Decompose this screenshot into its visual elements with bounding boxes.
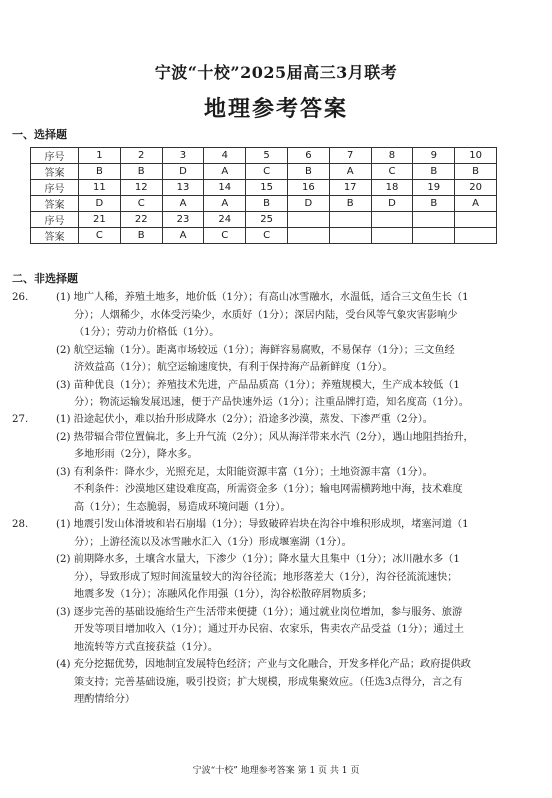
answer-cell: A [162,228,204,244]
answer-cell: C [79,228,121,244]
answer-cell [413,212,455,228]
answer-cell: 9 [413,148,455,164]
question-number: 26. [12,292,29,303]
page-footer: 宁波“十校” 地理参考答案 第 1 页 共 1 页 [192,766,360,776]
answer-cell: 16 [287,180,329,196]
answer-cell: B [329,196,371,212]
answer-cell [455,212,497,228]
answer-cell: 2 [120,148,162,164]
answer-cell: B [455,164,497,180]
row-header: 序号 [31,212,79,228]
question-28-answer [12,516,540,709]
answer-cell: 15 [246,180,288,196]
section-heading-non-choice: 二、非选择题 [12,272,78,285]
answer-cell: A [204,196,246,212]
answer-table-row [31,228,497,244]
answer-cell: D [371,196,413,212]
answer-cell: A [455,196,497,212]
answer-cell: 10 [455,148,497,164]
answer-continuation: 分）；上游径流以及冰雪融水汇入（1分）形成堰塞湖（1分）。 [74,536,352,548]
row-header: 答案 [31,164,79,180]
answer-cell: 13 [162,180,204,196]
question-number: 27. [12,414,29,425]
answer-subitem: (1) 地震引发山体滑坡和岩石崩塌（1分）；导致破碎岩块在沟谷中堆积形成坝，堵塞河道（1 [56,519,469,530]
answer-continuation: 高（1分）；生态脆弱，易造成环境问题（1分）。 [74,501,291,513]
answer-continuation: 不利条件：沙漠地区建设难度高，所需资金多（1分）；输电网需横跨地中海，技术难度 [74,484,463,495]
answer-cell: 1 [79,148,121,164]
answer-cell: 17 [329,180,371,196]
answer-cell: B [287,164,329,180]
answer-continuation: 理酌情给分） [74,694,136,705]
answer-subitem: (3) 有利条件：降水少，光照充足，太阳能资源丰富（1分）；土地资源丰富（1分）。 [56,466,433,478]
row-header: 答案 [31,196,79,212]
answer-table-row [31,180,497,196]
answer-cell: 18 [371,180,413,196]
answer-continuation: 分），导致形成了短时间流量较大的沟谷径流；地形落差大（1分），沟谷径流流速快； [74,571,458,583]
answer-subitem: (4) 充分挖掘优势，因地制宜发展特色经济；产业与文化融合，开发多样化产品；政府提供政 [56,659,471,670]
answer-cell: 21 [79,212,121,228]
answer-cell: D [287,196,329,212]
answer-cell: B [120,164,162,180]
row-header: 序号 [31,180,79,196]
answer-table-row [31,212,497,228]
answer-table [30,147,497,244]
answer-cell: A [204,164,246,180]
answer-cell: 23 [162,212,204,228]
answer-cell [287,228,329,244]
answer-continuation: 多地形雨（2分），降水多。 [74,449,198,460]
answer-cell [455,228,497,244]
answer-table-row [31,196,497,212]
answer-cell [371,228,413,244]
answer-cell: B [413,196,455,212]
question-26-answer [12,289,540,412]
answer-subitem: (1) 地广人稀，养殖土地多，地价低（1分）；有高山冰雪融水，水温低，适合三文鱼生长（1 [56,292,469,303]
answer-cell: C [120,196,162,212]
answer-continuation: 策支持；完善基础设施，吸引投资；扩大规模，形成集聚效应。（任选3点得分，言之有 [74,676,463,688]
answer-cell: 6 [287,148,329,164]
answer-cell: 25 [246,212,288,228]
answer-table-row [31,148,497,164]
section-heading-multiple-choice: 一、选择题 [12,128,67,141]
exam-title: 宁波“十校”2025届高三3月联考 [154,63,398,82]
answer-cell: A [162,196,204,212]
answer-subitem: (3) 逐步完善的基础设施给生产生活带来便捷（1分）；通过就业岗位增加，参与服务、旅游 [56,606,463,618]
answer-cell: 14 [204,180,246,196]
answer-cell [329,228,371,244]
row-header: 序号 [31,148,79,164]
answer-continuation: 分）；物流运输发展迅速，便于产品快速外运（1分）；注重品牌打造，知名度高（1分）。 [74,397,469,408]
answer-continuation: 开发等项目增加收入（1分）；通过开办民宿、农家乐，售卖农产品受益（1分）；通过土 [74,624,464,635]
row-header: 答案 [31,228,79,244]
answer-continuation: 地流转等方式直接获益（1分）。 [74,641,219,653]
answer-subitem: (2) 航空运输（1分）。距离市场较远（1分）；海鲜容易腐败，不易保存（1分）；三文鱼经 [56,344,455,356]
answer-cell: B [246,196,288,212]
answer-cell: 12 [120,180,162,196]
answer-cell: 4 [204,148,246,164]
answer-subitem: (3) 苗种优良（1分）；养殖技术先进，产品品质高（1分）；养殖规模大，生产成本较低（1 [56,379,460,391]
answer-continuation: 地震多发（1分）；冻融风化作用强（1分），沟谷松散碎屑物质多； [74,589,373,600]
answer-continuation: （1分）；劳动力价格低（1分）。 [74,327,220,338]
answer-cell: 19 [413,180,455,196]
answer-cell: C [371,164,413,180]
answer-cell [287,212,329,228]
answer-subitem: (1) 沿途起伏小，难以抬升形成降水（2分）；沿途多沙漠，蒸发、下渗严重（2分）。 [56,414,433,425]
question-27-answer [12,411,540,516]
answer-cell [329,212,371,228]
answer-cell: 7 [329,148,371,164]
answer-cell: 20 [455,180,497,196]
document-title: 地理参考答案 [203,96,348,122]
answer-subitem: (2) 热带辐合带位置偏北，多上升气流（2分）；风从海洋带来水汽（2分），遇山地阻挡抬升， [56,431,474,443]
answer-cell: D [79,196,121,212]
answer-cell: C [246,164,288,180]
answer-table-row [31,164,497,180]
answer-cell: 8 [371,148,413,164]
answer-cell: D [162,164,204,180]
answer-cell: 22 [120,212,162,228]
answer-cell [413,228,455,244]
answer-cell: C [246,228,288,244]
question-number: 28. [12,519,29,530]
answer-cell: B [120,228,162,244]
answer-cell: 11 [79,180,121,196]
answer-cell: B [413,164,455,180]
answer-cell: 24 [204,212,246,228]
answer-cell: C [204,228,246,244]
answer-cell: 3 [162,148,204,164]
answer-continuation: 济效益高（1分）；航空运输速度快，有利于保持海产品新鲜度（1分）。 [74,362,393,373]
answer-cell: 5 [246,148,288,164]
answer-cell [371,212,413,228]
answer-cell: A [329,164,371,180]
answer-subitem: (2) 前期降水多，土壤含水量大，下渗少（1分）；降水量大且集中（1分）；冰川融水多（1 [56,554,460,565]
answer-continuation: 分）；人烟稀少，水体受污染少，水质好（1分）；深居内陆，受台风等气象灾害影响少 [74,309,458,321]
answer-cell: B [79,164,121,180]
